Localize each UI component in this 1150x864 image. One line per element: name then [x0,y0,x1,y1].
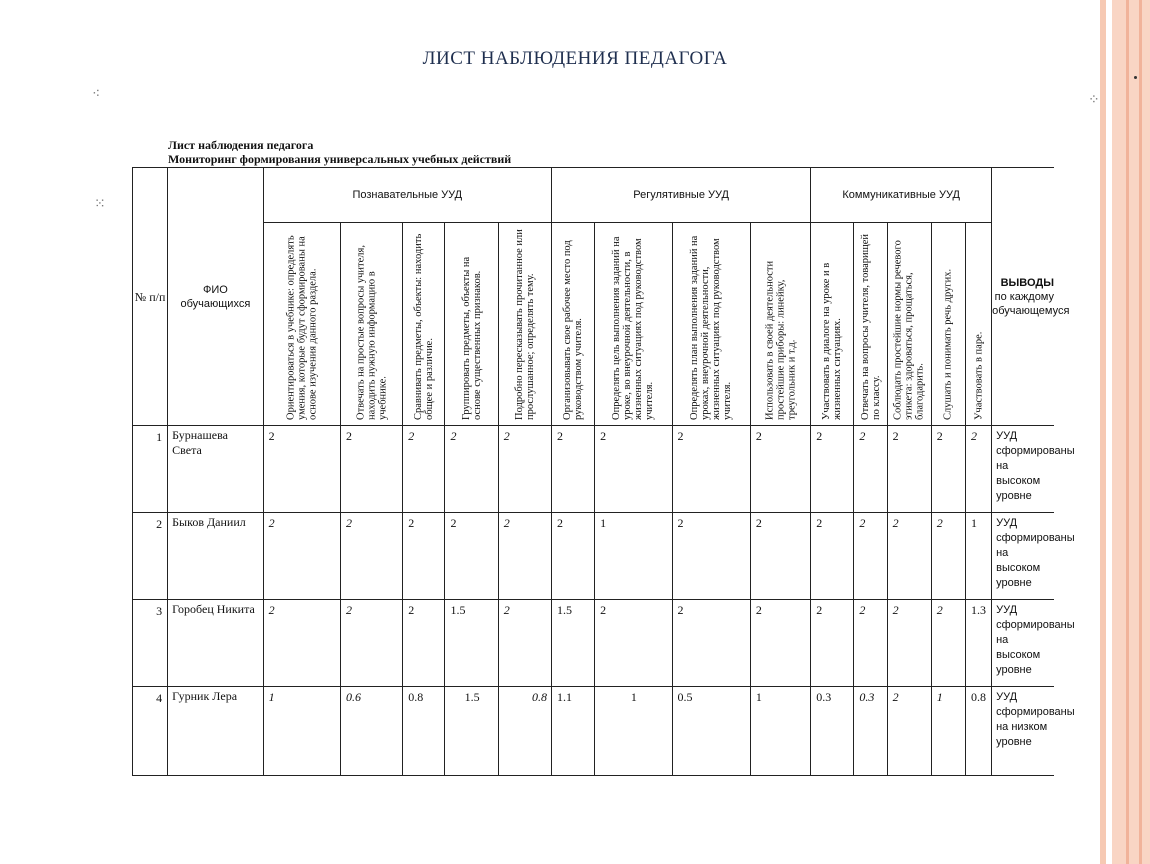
fio-column-header: ФИО обучающихся [168,168,263,426]
row-number: 1 [133,426,168,513]
score-cell: 2 [263,426,340,513]
score-cell: 2 [854,426,887,513]
table-row [133,513,1055,600]
score-cell: 1.5 [551,600,594,687]
score-cell: 2 [887,426,931,513]
decorative-border-line [1126,0,1129,864]
number-column-header: № п/п [133,168,168,426]
student-name: Гурник Лера [168,687,263,776]
criterion-header [931,223,965,426]
criterion-label: Отвечать на простые вопросы учителя, находить нужную информацию в учебнике. [355,245,389,420]
score-cell: 1.3 [965,600,991,687]
criterion-header [887,223,931,426]
decorative-border-line [1139,0,1142,864]
slide-title: ЛИСТ НАБЛЮДЕНИЯ ПЕДАГОГА [422,48,728,69]
score-cell: 2 [403,426,445,513]
score-cell: 1 [595,513,672,600]
score-cell: 2 [931,513,965,600]
student-name: Быков Даниил [168,513,263,600]
criterion-header [672,223,750,426]
criterion-header [595,223,672,426]
score-cell: 2 [340,513,402,600]
group-header-regulative: Регулятивные УУД [551,168,810,223]
criterion-label: Ориентироваться в учебнике: определять умения, которые будут сформированы на основе изучения данного раздела. [285,235,319,420]
criterion-label: Группировать предметы, объекты на основе существенных признаков. [460,256,483,420]
score-cell: 2 [498,600,551,687]
score-cell: 2 [498,426,551,513]
score-cell: 2 [931,600,965,687]
score-cell: 2 [750,600,810,687]
score-cell: 1 [931,687,965,776]
table-row [133,426,1055,513]
scan-artifact: ⁙ [94,196,106,212]
criterion-label: Использовать в своей деятельности простейшие приборы: линейку, треугольник и т.д. [764,260,798,420]
criterion-header [854,223,887,426]
score-cell: 0.3 [811,687,854,776]
score-cell: 2 [445,426,498,513]
scan-artifact: ⁖ [92,86,101,102]
score-cell: 2 [750,426,810,513]
criterion-header [811,223,854,426]
score-cell: 1 [263,687,340,776]
score-cell: 2 [811,513,854,600]
score-cell: 2 [551,426,594,513]
criterion-label: Слушать и понимать речь других. [942,268,954,420]
score-cell: 1 [965,513,991,600]
score-cell: 2 [551,513,594,600]
criterion-label: Организовывать свое рабочее место под руководством учителя. [562,240,585,420]
conclusion-title: ВЫВОДЫ [1000,276,1054,289]
row-number: 2 [133,513,168,600]
table-row [133,600,1055,687]
criterion-header [445,223,498,426]
criterion-label: Соблюдать простейшие нормы речевого этикета: здороваться, прощаться, благодарить. [892,240,926,420]
score-cell: 2 [854,600,887,687]
decorative-border-band [1112,0,1150,864]
score-cell: 2 [965,426,991,513]
criterion-label: Сравнивать предметы, объекты: находить общее и различие. [412,233,435,420]
criterion-label: Определять цель выполнения заданий на уроке, во внеурочной деятельности, в жизненных ситуациях под руководством учителя. [611,236,656,420]
result-cell: УУД сформированы на высоком уровне [992,600,1054,687]
result-cell: УУД сформированы на низком уровне [992,687,1054,776]
criterion-header [263,223,340,426]
score-cell: 0.3 [854,687,887,776]
criterion-header [340,223,402,426]
score-cell: 0.8 [403,687,445,776]
scan-artifact: ⁘ [1088,92,1100,108]
group-header-communicative: Коммуникативные УУД [811,168,992,223]
score-cell: 2 [403,513,445,600]
decorative-dot [1134,76,1137,79]
score-cell: 0.8 [965,687,991,776]
score-cell: 2 [811,600,854,687]
score-cell: 2 [403,600,445,687]
score-cell: 1 [750,687,810,776]
score-cell: 1.5 [445,600,498,687]
criterion-header [551,223,594,426]
score-cell: 1.1 [551,687,594,776]
score-cell: 0.6 [340,687,402,776]
criterion-header [965,223,991,426]
score-cell: 1 [595,687,672,776]
criterion-label: Участвовать в диалоге на уроке и в жизненных ситуациях. [821,262,844,420]
score-cell: 2 [672,600,750,687]
criterion-header [750,223,810,426]
score-cell: 2 [854,513,887,600]
score-cell: 2 [887,600,931,687]
score-cell: 0.8 [498,687,551,776]
result-cell: УУД сформированы на высоком уровне [992,426,1054,513]
student-name: Бурнашева Света [168,426,263,513]
student-name: Горобец Никита [168,600,263,687]
score-cell: 2 [887,687,931,776]
table-row [133,687,1055,776]
document-heading: Лист наблюдения педагога [168,138,314,152]
score-cell: 2 [340,600,402,687]
criterion-header [403,223,445,426]
score-cell: 0.5 [672,687,750,776]
score-cell: 2 [340,426,402,513]
group-header-cognitive: Познавательные УУД [263,168,551,223]
observation-sheet [132,167,1075,775]
criterion-label: Участвовать в паре. [973,331,985,420]
criterion-label: Подробно пересказывать прочитанное или прослушанное; определять тему. [513,229,536,420]
score-cell: 1.5 [445,687,498,776]
observation-table [132,167,1075,776]
criterion-header [498,223,551,426]
score-cell: 2 [498,513,551,600]
score-cell: 2 [672,426,750,513]
score-cell: 2 [672,513,750,600]
conclusion-subtitle: по каждому обучающемуся [992,290,1070,317]
result-cell: УУД сформированы на высоком уровне [992,513,1054,600]
score-cell: 2 [263,600,340,687]
criterion-label: Отвечать на вопросы учителя, товарищей по классу. [859,233,882,420]
conclusion-column-header [992,168,1070,426]
score-cell: 2 [931,426,965,513]
score-cell: 2 [263,513,340,600]
score-cell: 2 [595,600,672,687]
row-number: 3 [133,600,168,687]
row-number: 4 [133,687,168,776]
decorative-border-stripe [1100,0,1106,864]
document-subheading: Мониторинг формирования универсальных учебных действий [168,152,512,166]
criterion-label: Определять план выполнения заданий на уроках, внеурочной деятельности, жизненных ситуациях под руководством учителя. [689,235,734,420]
score-cell: 2 [445,513,498,600]
score-cell: 2 [887,513,931,600]
score-cell: 2 [811,426,854,513]
score-cell: 2 [750,513,810,600]
score-cell: 2 [595,426,672,513]
